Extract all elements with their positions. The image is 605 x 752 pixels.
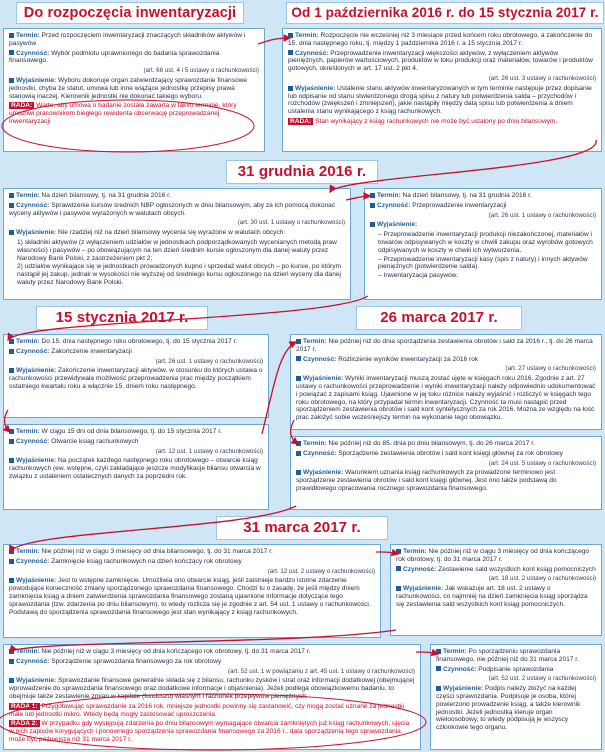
arrow-box2-to-box3: [330, 140, 596, 192]
arrow-box3-to-box4: [346, 196, 370, 200]
header-15-stycznia: 15 stycznia 2017 r.: [36, 306, 208, 330]
box-zakonczenie-inwentaryzacji: Termin: Do 15. dnia następnego roku obrotowego, tj. do 15 stycznia 2017 r. Czynność: Zakończenie inwentaryzacji (art. 26 ust. 1 ustawy o rachunkowości) Wyjaśnienie: Zakończenie inwentaryzacji aktywów, w stosunku do których ustawa o rachunkowości przewidywała możliwość przeprowadzenia prac między początkiem ostatniego kwartału roku a włącznie 15. dniem roku następnego.: [3, 334, 269, 418]
rada-2-badge: RADA 2:: [11, 720, 38, 728]
box-przeprowadzenie-inwentaryzacji: Termin: Na dzień bilansowy, tj. na 31 grudnia 2016 r. Czynność: Przeprowadzenie inwentaryzacji (art. 26 ust. 1 ustawy o rachunkowości) Wyjaśnienie: – Przeprowadzenie inwentaryzacji produkcji niezakończonej, materiałów i towarów odpisywanych w koszty w chwili zakupu oraz wyrobów gotowych odpisywanych w koszty w chwili ich wytworzenia. – Przeprowadzenie inwentaryzacji kasy (spis z natury) i innych aktywów pieniężnych (potwierdzenie salda). – Inwentaryzacja pasywów.: [364, 188, 602, 300]
arrow-box7-to-box8: [291, 420, 298, 444]
box-zamkniecie-ksiag: Termin: Nie później niż w ciągu 3 miesięcy od dnia bilansowego, tj. do 31 marca 2017 r. Czynność: Zamknięcie ksiąg rachunkowych na dzień kończący rok obrotowy (art. 12 ust. 2 ustawy o rachunkowości) Wyjaśnienie: Jest to wstępne zamknięcie. Umożliwia ono otwarcie ksiąg, jeśli zaistnieje bardzo istotne zdarzenie powodujące konieczność zmiany sporządzonego sprawozdania finansowego. Chodzi tu o zasadę, że jeśli między dniem zamknięcia ksiąg a dniem zatwierdzenia sprawozdania finansowego zostaną ujawnione informacje dotyczące tego sprawozdania (tzw. zdarzenia po dniu bilansowym), to wtedy rozlicza się je zgodnie z art. 54 ust. 1 ustawy o rachunkowości. Podstawą do sporządzenia sprawozdania finansowego jest stan wynikający z ksiąg rachunkowych.: [3, 544, 381, 638]
highlight-ellipse-rada-2: [0, 694, 426, 750]
rada-1-badge: RADA 1:: [11, 702, 38, 710]
rada-badge: RADA:: [11, 102, 33, 110]
box-wybor-bieglego: Termin: Przed rozpoczęciem inwentaryzacji znaczących składników aktywów i pasywów Czynność: Wybór podmiotu uprawnionego do badania sprawozdania finansowego. (art. 66 ust. 4 i 5 ustawy o rachunkowości) Wyjaśnienie: Wyboru dokonuje organ zatwierdzający sprawozdanie finansowe jednostki, chyba że statut, umowa lub inne wiążące jednostkę przepisy prawa stanowią inaczej. Kierownik jednostki nie dokonać takiego wyboru. RADA: Warto, aby umowa o badanie została zawarta w takim terminie, który umożliwi pracownikom biegłego rewidenta obserwację przeprowadzanej inwentaryzacji: [3, 28, 265, 152]
box-kursy-nbp: Termin: Na dzień bilansowy, tj. na 31 grudnia 2016 r. Czynność: Sprawdzenie kursów średnich NBP ogłoszonych w dniu bilansowym, aby za ich pomocą dokonać wyceny aktywów i pasywów wyrażonych w walutach obcych. (art. 30 ust. 1 ustawy o rachunkowości) Wyjaśnienie: Nie rzadziej niż na dzień bilansowy wycenia się wyrażone w walutach obcych: 1) składniki aktywów (z wyłączeniem udziałów w jednostkach podporządkowanych wycenianych metodą praw własności) i pasywów – po obowiązującym na ten dzień średnim kursie ogłoszonym dla danej waluty przez Narodowy Bank Polski, z zastrzeżeniem pkt 2; 2) udziałów wynikające się w jednostkach prowadzonych kupno i sprzedaż walut obcych – po kursie, po którym nastąpił jej zakup, jednak w wysokości nie wyższej od średniego kursu ogłoszonego na dzień wyceny dla danej waluty przez Narodowy Bank Polski.: [3, 188, 351, 300]
arrow-box8-to-box9: [10, 506, 296, 552]
arrow-box5-to-box6: [4, 410, 10, 432]
header-31-grudnia: 31 grudnia 2016 r.: [226, 160, 378, 184]
box-zestawienie-obrotow: Termin: Nie później niż do 85. dnia po dniu bilansowym, tj. do 26 marca 2017 r. Czynność: Sporządzenie zestawienia obrotów i sald kont księgi głównej za rok obrotowy (art. 24 ust. 5 ustawy o rachunkowości) Wyjaśnienie: Warunkiem uznania ksiąg rachunkowych za prowadzone terminowo jest sporządzenie zestawienia obrotów i sald kont księgi głównej. Jest ono także podstawą do prawidłowego opracowania rocznego sprawozdania finansowego.: [290, 436, 602, 510]
box-podpisanie-sprawozdania: Termin: Po sporządzeniu sprawozdania finansowego, nie później niż do 31 marca 2017 r. Czynność: Podpisanie sprawozdania (art. 52 ust. 2 ustawy o rachunkowości) Wyjaśnienie: Podpis należy złożyć na każdej części sprawozdania. Podpisuje je osoba, której powierzono prowadzenie ksiąg, a także kierownik jednostki. Jeżeli jednostką kieruje organ wieloosobowy, to wtedy podpisują je wszyscy członkowie tego organu.: [430, 644, 602, 750]
box-zestawienie-sald: Termin: Nie później niż w ciągu 3 miesięcy od dnia kończącego rok obrotowy, tj. do 31 marca 2017 r. Czynność: Zestawienie sald wszystkich kont ksiąg pomocniczych (art. 18 ust. 2 ustawy o rachunkowości) Wyjaśnienie: Jak wskazuje art. 18 ust. 2 ustawy o rachunkowości, co najmniej na dzień zamknięcia ksiąg sporządza się zestawienia sald wszystkich kont ksiąg pomocniczych.: [390, 544, 602, 636]
arrow-box6-to-box7: [262, 342, 296, 434]
header-do-rozpoczecia: Do rozpoczęcia inwentaryzacji: [16, 2, 244, 24]
arrow-box9-to-box10: [376, 552, 398, 554]
arrow-box10-to-box11: [10, 630, 396, 652]
arrow-box4-to-box5: [8, 296, 368, 340]
box-rozliczenie-wynikow: Termin: Nie później niż do dnia sporządzenia zestawienia obrotów i sald za 2016 r., tj. do 26 marca 2017 r. Czynność: Rozliczenie wyników inwentaryzacji za 2016 rok (art. 27 ustawy o rachunkowości) Wyjaśnienie: Wyniki inwentaryzacji muszą zostać ujęte w księgach roku 2016. Zgodnie z art. 27 ustawy o rachunkowości przeprowadzenie i wyniki inwentaryzacji należy odpowiednio udokumentować i powiązać z zapisami ksiąg. Ujawnione w jej toku różnice należy wyjaśnić i rozliczyć w księgach tego roku obrotowego, na który przypadał termin inwentaryzacji. Czynność ta musi nastąpić przed sporządzeniem zestawienia obrotów i sald kont syntetycznych za rok 2016. Można ze względu na łość prac założyć sobie wcześniejszy termin na wykonanie tego obowiązku.: [290, 334, 602, 430]
box-otwarcie-ksiag: Termin: W ciągu 15 dni od dnia bilansowego, tj. do 15 stycznia 2017 r. Czynność: Otwarcie ksiąg rachunkowych (art. 12 ust. 1 ustawy o rachunkowości) Wyjaśnienie: Na początek każdego następnego roku obrotowego – otwarcie ksiąg rachunkowych (ew. wstępne, czyli zakładające jeszcze modyfikacje bilansu otwarcia w związku z ustaleniem ostatecznych danych za poprzedni rok.: [3, 424, 269, 510]
highlight-ellipse-rada-1: [2, 100, 254, 152]
box-sporzadzenie-sprawozdania: Termin: Nie później niż w ciągu 3 miesięcy od dnia kończącego rok obrotowy, tj. do 31 marca 2017 r. Czynność: Sporządzenie sprawozdania finansowego za rok obrotowy (art. 52 ust. 1 w powiązaniu z art. 45 ust. 1 ustawy o rachunkowości) Wyjaśnienie: Sprawozdanie finansowe generalnie składa się z bilansu, rachunku zysków i strat oraz informacji dodatkowej (obejmującej wprowadzenie do sprawozdania finansowego oraz dodatkowe informacje i objaśnienia). Jeżeli podlega obowiązkowemu badaniu, to obejmuje także zestawienie zmian w kapitale (funduszu) własnym i rachunek przepływów pieniężnych. RADA 1: Przygotowując sprawozdanie za 2016 rok, mniejsze jednostki powinny się zastanowić, czy mogą zostać uznane za jednostki małe lub jednostki mikro. Wtedy będą mogły zastosować uproszczenia. RADA 2: W przypadku gdy występują zdarzenia po dniu bilansowym wymagające otwarcia zamkniętych już ksiąg rachunkowych, ujęcia w nich zapisów korygujących i ponownego sporządzenia sprawozdania finansowego za 2016 r., data sporządzenia tego sprawozdania może być późniejsza niż 31 marca 2017 r.: [3, 644, 421, 750]
header-31-marca: 31 marca 2017 r.: [216, 516, 388, 540]
arrow-box11-to-box12: [416, 652, 438, 654]
header-26-marca: 26 marca 2017 r.: [356, 306, 522, 330]
arrow-box1-to-box2: [258, 38, 290, 44]
rada-badge: RADA:: [290, 117, 312, 125]
header-od-1-pazdziernika: Od 1 października 2016 r. do 15 stycznia 2017 r.: [286, 2, 604, 24]
box-inwentaryzacja-okres: Termin: Rozpoczęcie nie wcześniej niż 3 miesiące przed końcem roku obrotowego, a zakończenie do 15. dnia następnego roku, tj. między 1 października 2016 r. a 15 stycznia 2017 r. Czynność: Przeprowadzenie inwentaryzacji większości aktywów, z wyłączeniem aktywów pieniężnych, papierów wartościowych, produktów w toku produkcji oraz materiałów, towarów i produktów gotowych, określonych w art. 17 ust. 2 pkt 4. (art. 26 ust. 3 ustawy o rachunkowości) Wyjaśnienie: Ustalenie stanu aktywów inwentaryzowanych w tym terminie następuje przez dopisanie lub odpisanie od stanu stwierdzonego drogą spisu z natury lub potwierdzenia salda – przychodów i rozchodów (zwiększeń i zmniejszeń), jakie nastąpiły między datą spisu lub potwierdzenia a dniem ustalenia stanu wynikającego z ksiąg rachunkowych. RADA: Stan wynikający z ksiąg rachunkowych nie może być ustalony po dniu bilansowym.: [282, 28, 602, 152]
